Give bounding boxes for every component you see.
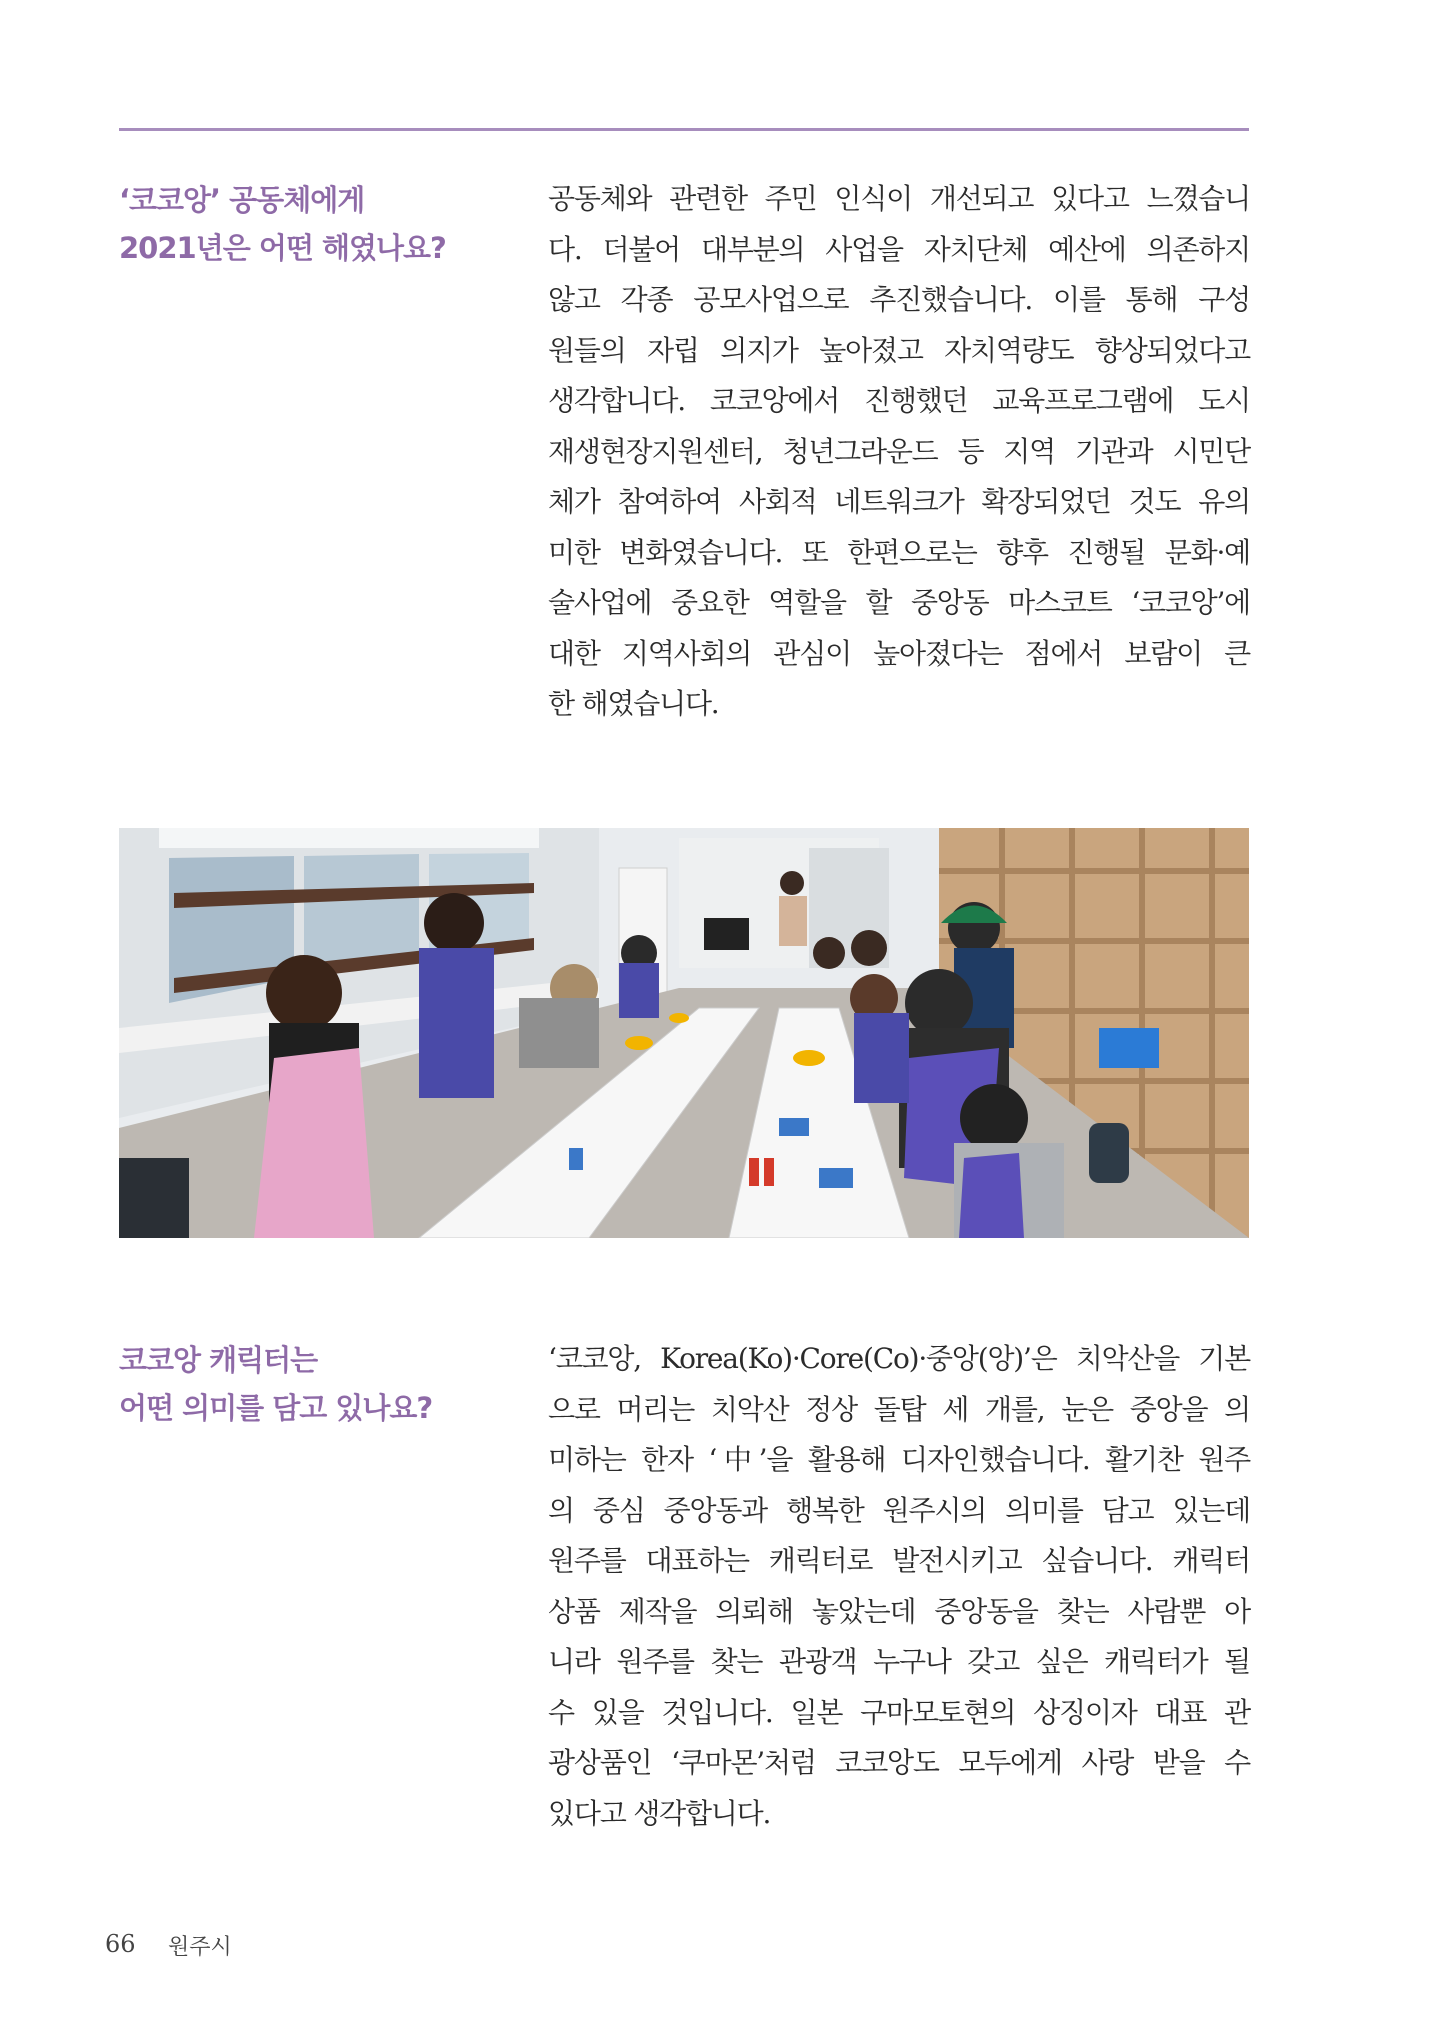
answer-line: 상품 제작을 의뢰해 놓았는데 중앙동을 찾는 사람뿐 아 [548,1594,1250,1628]
answer-line: 한 해였습니다. [548,687,719,720]
answer-line: 미한 변화였습니다. 또 한편으로는 향후 진행될 문화·예 [548,535,1250,569]
answer-line: 체가 참여하여 사회적 네트워크가 확장되었던 것도 유의 [548,485,1250,518]
answer-line: 광상품인 ‘쿠마몬’처럼 코코앙도 모두에게 사랑 받을 수 [548,1746,1250,1779]
workshop-photo [119,828,1249,1238]
answer-line: 있다고 생각합니다. [548,1796,771,1830]
question-heading-2 [119,1336,499,1432]
footer-city-name: 원주시 [168,1935,232,1960]
answer-paragraph-1 [548,174,1250,730]
question-line: 2021년은 어떤 해였나요? [119,231,446,265]
answer-line: 미하는 한자 ‘中’을 활용해 디자인했습니다. 활기찬 원주 [548,1443,1250,1476]
answer-line: 생각합니다. 코코앙에서 진행했던 교육프로그램에 도시 [548,384,1250,417]
answer-line: 않고 각종 공모사업으로 추진했습니다. 이를 통해 구성 [548,283,1250,316]
answer-line: 니라 원주를 찾는 관광객 누구나 갖고 싶은 캐릭터가 될 [548,1645,1250,1678]
answer-line: 술사업에 중요한 역할을 할 중앙동 마스코트 ‘코코앙’에 [548,586,1250,619]
top-divider [119,128,1249,131]
answer-paragraph-2 [548,1334,1250,1839]
answer-line: 의 중심 중앙동과 행복한 원주시의 의미를 담고 있는데 [548,1493,1250,1527]
answer-line: 원들의 자립 의지가 높아졌고 자치역량도 향상되었다고 [548,333,1250,367]
answer-line: 재생현장지원센터, 청년그라운드 등 지역 기관과 시민단 [548,434,1250,468]
answer-line: 공동체와 관련한 주민 인식이 개선되고 있다고 느꼈습니 [548,182,1250,215]
question-line: 코코앙 캐릭터는 [119,1343,318,1377]
page-number: 66 [105,1930,136,1958]
answer-line: ‘코코앙, Korea(Ko)·Core(Co)·중앙(앙)’은 치악산을 기본 [548,1342,1250,1375]
question-line: 어떤 의미를 담고 있나요? [119,1391,433,1425]
answer-line: 원주를 대표하는 캐릭터로 발전시키고 싶습니다. 캐릭터 [548,1544,1250,1577]
answer-line: 대한 지역사회의 관심이 높아졌다는 점에서 보람이 큰 [548,636,1250,670]
answer-line: 으로 머리는 치악산 정상 돌탑 세 개를, 눈은 중앙을 의 [548,1392,1250,1426]
answer-line: 수 있을 것입니다. 일본 구마모토현의 상징이자 대표 관 [548,1695,1250,1729]
answer-line: 다. 더불어 대부분의 사업을 자치단체 예산에 의존하지 [548,232,1250,266]
question-line: ‘코코앙’ 공동체에게 [119,183,365,217]
question-heading-1 [119,176,499,272]
